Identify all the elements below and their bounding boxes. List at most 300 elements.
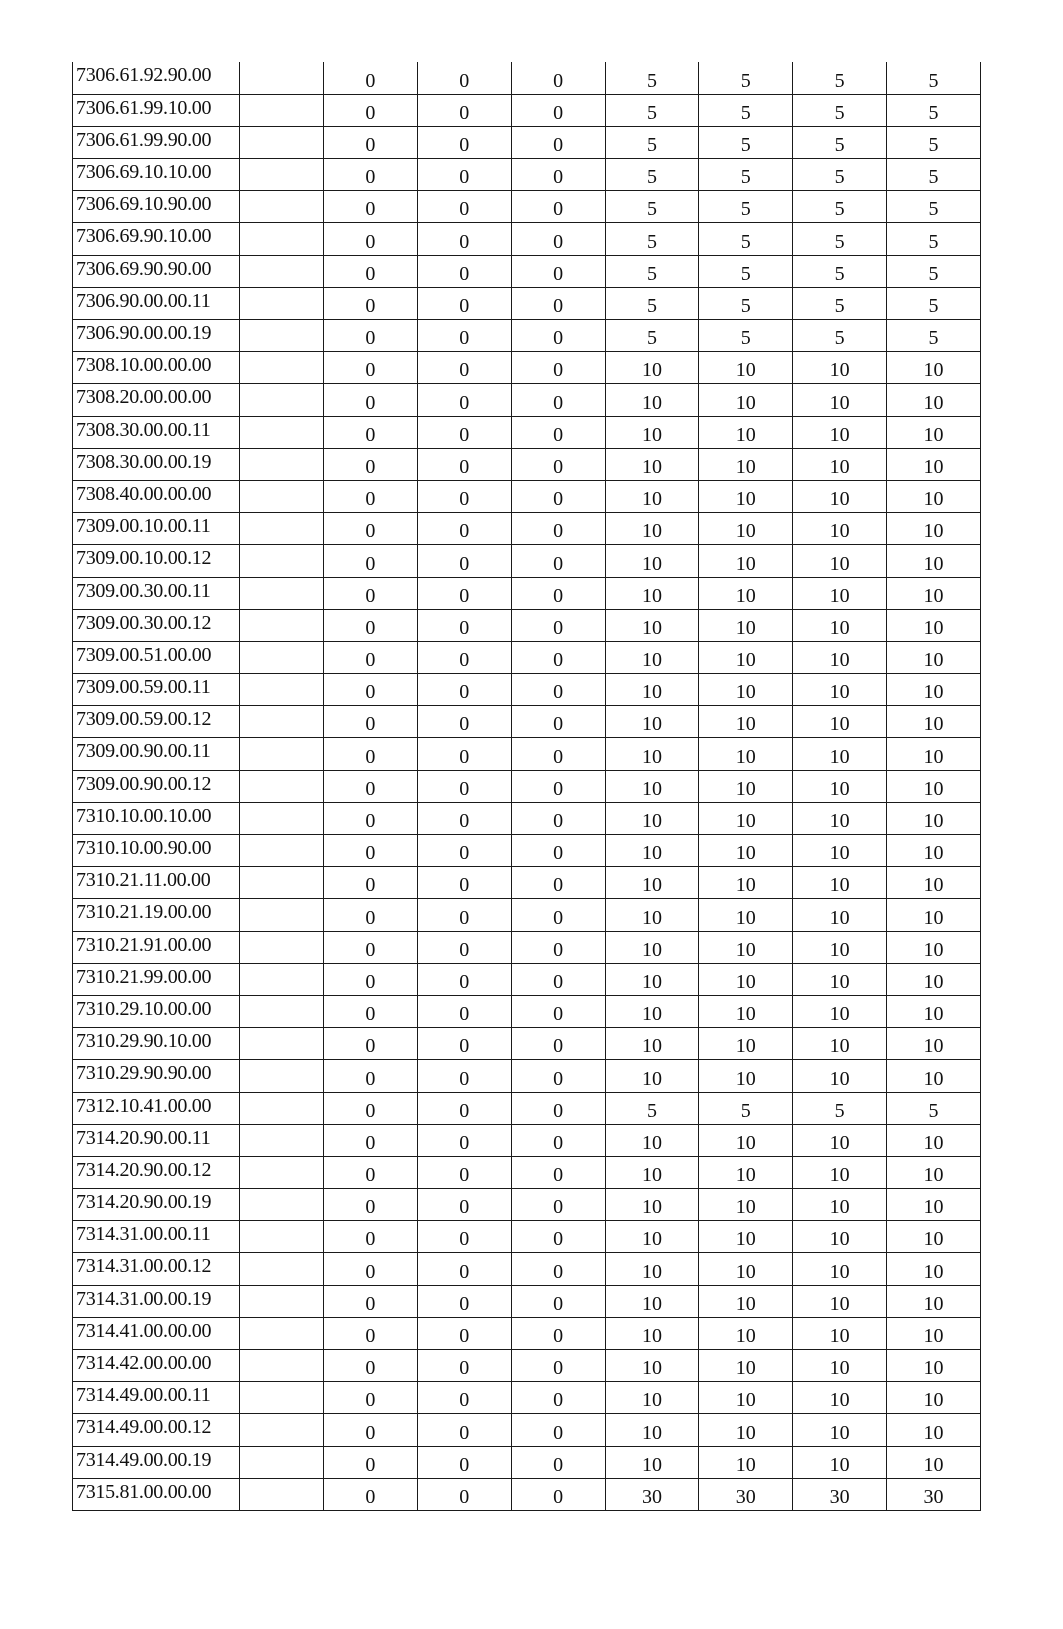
rate-cell: 5 xyxy=(793,126,887,158)
rate-cell: 0 xyxy=(324,352,418,384)
rate-cell: 0 xyxy=(417,1028,511,1060)
rate-cell: 10 xyxy=(605,1124,699,1156)
tariff-code-cell: 7309.00.10.00.12 xyxy=(73,545,240,577)
rate-cell: 10 xyxy=(699,738,793,770)
rate-cell: 0 xyxy=(324,1317,418,1349)
rate-cell: 10 xyxy=(793,1124,887,1156)
tariff-code-cell: 7309.00.59.00.11 xyxy=(73,674,240,706)
rate-cell: 10 xyxy=(793,995,887,1027)
table-row xyxy=(73,1285,981,1317)
rate-cell: 0 xyxy=(324,126,418,158)
table-row xyxy=(73,480,981,512)
rate-cell: 0 xyxy=(417,287,511,319)
rate-cell: 10 xyxy=(887,674,981,706)
rate-cell: 10 xyxy=(699,1253,793,1285)
rate-cell: 10 xyxy=(793,609,887,641)
rate-cell: 0 xyxy=(324,963,418,995)
rate-cell: 0 xyxy=(324,1028,418,1060)
rate-cell: 0 xyxy=(417,1092,511,1124)
rate-cell: 10 xyxy=(887,384,981,416)
rate-cell: 0 xyxy=(511,899,605,931)
rate-cell: 0 xyxy=(324,835,418,867)
table-row xyxy=(73,609,981,641)
description-cell xyxy=(240,416,324,448)
table-row xyxy=(73,641,981,673)
rate-cell: 10 xyxy=(793,1285,887,1317)
rate-cell: 10 xyxy=(699,1189,793,1221)
description-cell xyxy=(240,1189,324,1221)
table-row xyxy=(73,191,981,223)
rate-cell: 0 xyxy=(324,223,418,255)
rate-cell: 0 xyxy=(511,62,605,94)
tariff-code-cell: 7314.49.00.00.12 xyxy=(73,1414,240,1446)
rate-cell: 10 xyxy=(699,1414,793,1446)
rate-cell: 30 xyxy=(605,1478,699,1510)
rate-cell: 10 xyxy=(699,931,793,963)
rate-cell: 0 xyxy=(417,674,511,706)
tariff-code-cell: 7310.21.11.00.00 xyxy=(73,867,240,899)
rate-cell: 10 xyxy=(699,1156,793,1188)
rate-cell: 10 xyxy=(605,802,699,834)
rate-cell: 10 xyxy=(793,1414,887,1446)
rate-cell: 5 xyxy=(793,62,887,94)
rate-cell: 10 xyxy=(605,1028,699,1060)
rate-cell: 0 xyxy=(324,1414,418,1446)
description-cell xyxy=(240,384,324,416)
table-row xyxy=(73,320,981,352)
rate-cell: 10 xyxy=(793,480,887,512)
tariff-code-cell: 7314.20.90.00.19 xyxy=(73,1189,240,1221)
description-cell xyxy=(240,1446,324,1478)
rate-cell: 10 xyxy=(699,1060,793,1092)
rate-cell: 0 xyxy=(511,191,605,223)
rate-cell: 0 xyxy=(324,674,418,706)
description-cell xyxy=(240,1253,324,1285)
rate-cell: 5 xyxy=(699,223,793,255)
rate-cell: 0 xyxy=(324,1156,418,1188)
tariff-code-cell: 7314.42.00.00.00 xyxy=(73,1350,240,1382)
rate-cell: 0 xyxy=(417,577,511,609)
tariff-code-cell: 7306.69.10.10.00 xyxy=(73,159,240,191)
rate-cell: 10 xyxy=(699,416,793,448)
rate-cell: 0 xyxy=(417,1317,511,1349)
rate-cell: 0 xyxy=(417,1382,511,1414)
rate-cell: 0 xyxy=(417,1156,511,1188)
tariff-code-cell: 7310.21.91.00.00 xyxy=(73,931,240,963)
rate-cell: 10 xyxy=(605,738,699,770)
rate-cell: 0 xyxy=(417,1350,511,1382)
rate-cell: 10 xyxy=(887,1414,981,1446)
rate-cell: 10 xyxy=(887,641,981,673)
table-row xyxy=(73,1221,981,1253)
rate-cell: 0 xyxy=(511,1317,605,1349)
tariff-code-cell: 7306.61.99.90.00 xyxy=(73,126,240,158)
table-row xyxy=(73,770,981,802)
rate-cell: 10 xyxy=(605,1156,699,1188)
rate-cell: 10 xyxy=(699,1382,793,1414)
rate-cell: 0 xyxy=(417,448,511,480)
rate-cell: 0 xyxy=(324,1382,418,1414)
table-row xyxy=(73,1156,981,1188)
rate-cell: 10 xyxy=(887,1285,981,1317)
rate-cell: 10 xyxy=(887,1317,981,1349)
rate-cell: 0 xyxy=(324,802,418,834)
rate-cell: 10 xyxy=(605,384,699,416)
rate-cell: 10 xyxy=(605,416,699,448)
rate-cell: 5 xyxy=(793,320,887,352)
rate-cell: 0 xyxy=(511,1092,605,1124)
rate-cell: 0 xyxy=(511,1221,605,1253)
rate-cell: 10 xyxy=(887,416,981,448)
rate-cell: 0 xyxy=(511,963,605,995)
tariff-code-cell: 7310.29.90.10.00 xyxy=(73,1028,240,1060)
rate-cell: 5 xyxy=(699,94,793,126)
rate-cell: 0 xyxy=(324,1060,418,1092)
rate-cell: 10 xyxy=(887,1253,981,1285)
rate-cell: 0 xyxy=(324,545,418,577)
rate-cell: 10 xyxy=(887,1189,981,1221)
rate-cell: 5 xyxy=(605,62,699,94)
rate-cell: 10 xyxy=(699,1285,793,1317)
description-cell xyxy=(240,287,324,319)
description-cell xyxy=(240,191,324,223)
rate-cell: 0 xyxy=(511,255,605,287)
rate-cell: 5 xyxy=(887,255,981,287)
rate-cell: 10 xyxy=(605,1382,699,1414)
rate-cell: 10 xyxy=(699,577,793,609)
description-cell xyxy=(240,480,324,512)
rate-cell: 10 xyxy=(793,963,887,995)
table-row xyxy=(73,1317,981,1349)
tariff-table-body xyxy=(73,62,981,1510)
table-row xyxy=(73,1092,981,1124)
table-row xyxy=(73,126,981,158)
rate-cell: 30 xyxy=(887,1478,981,1510)
table-row xyxy=(73,1253,981,1285)
rate-cell: 0 xyxy=(511,1156,605,1188)
rate-cell: 10 xyxy=(605,770,699,802)
rate-cell: 5 xyxy=(793,1092,887,1124)
rate-cell: 10 xyxy=(699,384,793,416)
rate-cell: 10 xyxy=(887,352,981,384)
rate-cell: 0 xyxy=(417,513,511,545)
rate-cell: 10 xyxy=(793,1156,887,1188)
rate-cell: 5 xyxy=(605,320,699,352)
rate-cell: 10 xyxy=(699,513,793,545)
rate-cell: 10 xyxy=(793,867,887,899)
rate-cell: 0 xyxy=(417,738,511,770)
tariff-code-cell: 7306.69.10.90.00 xyxy=(73,191,240,223)
rate-cell: 10 xyxy=(605,1285,699,1317)
rate-cell: 10 xyxy=(699,609,793,641)
rate-cell: 0 xyxy=(324,1285,418,1317)
rate-cell: 0 xyxy=(417,62,511,94)
rate-cell: 0 xyxy=(324,448,418,480)
description-cell xyxy=(240,1124,324,1156)
description-cell xyxy=(240,1285,324,1317)
table-row xyxy=(73,1382,981,1414)
table-row xyxy=(73,674,981,706)
rate-cell: 10 xyxy=(793,802,887,834)
rate-cell: 0 xyxy=(417,995,511,1027)
rate-cell: 0 xyxy=(417,802,511,834)
rate-cell: 0 xyxy=(417,641,511,673)
description-cell xyxy=(240,1156,324,1188)
rate-cell: 0 xyxy=(324,287,418,319)
tariff-code-cell: 7309.00.30.00.12 xyxy=(73,609,240,641)
rate-cell: 0 xyxy=(417,706,511,738)
rate-cell: 0 xyxy=(324,416,418,448)
rate-cell: 10 xyxy=(605,1350,699,1382)
rate-cell: 0 xyxy=(324,1124,418,1156)
tariff-code-cell: 7309.00.51.00.00 xyxy=(73,641,240,673)
rate-cell: 10 xyxy=(605,867,699,899)
rate-cell: 5 xyxy=(699,62,793,94)
rate-cell: 0 xyxy=(511,287,605,319)
description-cell xyxy=(240,352,324,384)
rate-cell: 10 xyxy=(887,1446,981,1478)
rate-cell: 10 xyxy=(887,1350,981,1382)
rate-cell: 5 xyxy=(699,1092,793,1124)
rate-cell: 0 xyxy=(324,1350,418,1382)
rate-cell: 0 xyxy=(417,770,511,802)
rate-cell: 0 xyxy=(511,1028,605,1060)
rate-cell: 0 xyxy=(417,126,511,158)
rate-cell: 0 xyxy=(324,706,418,738)
rate-cell: 10 xyxy=(699,1124,793,1156)
rate-cell: 10 xyxy=(793,1317,887,1349)
rate-cell: 0 xyxy=(324,159,418,191)
rate-cell: 10 xyxy=(605,899,699,931)
table-row xyxy=(73,1478,981,1510)
rate-cell: 10 xyxy=(699,1221,793,1253)
description-cell xyxy=(240,995,324,1027)
rate-cell: 0 xyxy=(511,1478,605,1510)
rate-cell: 0 xyxy=(511,223,605,255)
rate-cell: 5 xyxy=(887,126,981,158)
rate-cell: 10 xyxy=(793,1253,887,1285)
rate-cell: 10 xyxy=(887,802,981,834)
table-row xyxy=(73,835,981,867)
table-row xyxy=(73,706,981,738)
rate-cell: 0 xyxy=(511,706,605,738)
rate-cell: 10 xyxy=(699,835,793,867)
rate-cell: 0 xyxy=(511,1124,605,1156)
table-row xyxy=(73,416,981,448)
rate-cell: 0 xyxy=(511,384,605,416)
rate-cell: 0 xyxy=(324,513,418,545)
table-row xyxy=(73,867,981,899)
rate-cell: 0 xyxy=(511,448,605,480)
rate-cell: 5 xyxy=(699,320,793,352)
rate-cell: 5 xyxy=(699,126,793,158)
rate-cell: 10 xyxy=(699,1317,793,1349)
rate-cell: 10 xyxy=(887,770,981,802)
rate-cell: 0 xyxy=(511,770,605,802)
rate-cell: 0 xyxy=(324,1253,418,1285)
rate-cell: 10 xyxy=(699,899,793,931)
rate-cell: 0 xyxy=(511,1285,605,1317)
tariff-code-cell: 7309.00.59.00.12 xyxy=(73,706,240,738)
table-row xyxy=(73,1414,981,1446)
tariff-code-cell: 7306.61.92.90.00 xyxy=(73,62,240,94)
tariff-code-cell: 7306.90.00.00.11 xyxy=(73,287,240,319)
rate-cell: 10 xyxy=(887,995,981,1027)
rate-cell: 10 xyxy=(887,835,981,867)
rate-cell: 10 xyxy=(887,867,981,899)
rate-cell: 0 xyxy=(324,770,418,802)
tariff-code-cell: 7314.20.90.00.12 xyxy=(73,1156,240,1188)
rate-cell: 5 xyxy=(699,191,793,223)
rate-cell: 0 xyxy=(511,835,605,867)
rate-cell: 0 xyxy=(417,1446,511,1478)
rate-cell: 10 xyxy=(793,1446,887,1478)
description-cell xyxy=(240,931,324,963)
rate-cell: 10 xyxy=(699,963,793,995)
rate-cell: 10 xyxy=(887,448,981,480)
rate-cell: 0 xyxy=(417,867,511,899)
rate-cell: 0 xyxy=(324,899,418,931)
rate-cell: 5 xyxy=(887,320,981,352)
rate-cell: 5 xyxy=(887,62,981,94)
description-cell xyxy=(240,1350,324,1382)
rate-cell: 10 xyxy=(887,1382,981,1414)
rate-cell: 0 xyxy=(511,674,605,706)
rate-cell: 0 xyxy=(511,320,605,352)
rate-cell: 0 xyxy=(511,1189,605,1221)
rate-cell: 30 xyxy=(793,1478,887,1510)
rate-cell: 10 xyxy=(699,770,793,802)
rate-cell: 0 xyxy=(417,480,511,512)
rate-cell: 10 xyxy=(887,545,981,577)
rate-cell: 10 xyxy=(793,1382,887,1414)
rate-cell: 5 xyxy=(793,94,887,126)
tariff-code-cell: 7306.69.90.90.00 xyxy=(73,255,240,287)
rate-cell: 10 xyxy=(699,867,793,899)
description-cell xyxy=(240,963,324,995)
rate-cell: 10 xyxy=(699,1446,793,1478)
rate-cell: 10 xyxy=(887,480,981,512)
description-cell xyxy=(240,899,324,931)
rate-cell: 10 xyxy=(605,513,699,545)
rate-cell: 10 xyxy=(605,609,699,641)
table-row xyxy=(73,287,981,319)
rate-cell: 5 xyxy=(699,287,793,319)
rate-cell: 0 xyxy=(417,1414,511,1446)
rate-cell: 0 xyxy=(324,738,418,770)
rate-cell: 0 xyxy=(324,931,418,963)
rate-cell: 0 xyxy=(417,899,511,931)
rate-cell: 10 xyxy=(605,448,699,480)
rate-cell: 0 xyxy=(417,384,511,416)
rate-cell: 0 xyxy=(324,1221,418,1253)
table-row xyxy=(73,1189,981,1221)
tariff-code-cell: 7308.30.00.00.19 xyxy=(73,448,240,480)
rate-cell: 10 xyxy=(887,1028,981,1060)
table-row xyxy=(73,1028,981,1060)
rate-cell: 10 xyxy=(605,835,699,867)
rate-cell: 5 xyxy=(605,223,699,255)
rate-cell: 10 xyxy=(793,416,887,448)
table-row xyxy=(73,738,981,770)
rate-cell: 5 xyxy=(793,223,887,255)
rate-cell: 10 xyxy=(887,513,981,545)
rate-cell: 0 xyxy=(324,191,418,223)
rate-cell: 10 xyxy=(605,1060,699,1092)
rate-cell: 10 xyxy=(887,1221,981,1253)
rate-cell: 5 xyxy=(699,159,793,191)
rate-cell: 5 xyxy=(605,126,699,158)
rate-cell: 10 xyxy=(605,674,699,706)
table-row xyxy=(73,352,981,384)
rate-cell: 0 xyxy=(417,1478,511,1510)
rate-cell: 10 xyxy=(605,706,699,738)
description-cell xyxy=(240,577,324,609)
rate-cell: 0 xyxy=(511,609,605,641)
rate-cell: 10 xyxy=(699,448,793,480)
rate-cell: 10 xyxy=(793,738,887,770)
rate-cell: 0 xyxy=(511,1253,605,1285)
table-row xyxy=(73,1124,981,1156)
rate-cell: 0 xyxy=(417,1124,511,1156)
rate-cell: 0 xyxy=(511,94,605,126)
rate-cell: 10 xyxy=(699,352,793,384)
table-row xyxy=(73,223,981,255)
description-cell xyxy=(240,835,324,867)
tariff-code-cell: 7310.21.19.00.00 xyxy=(73,899,240,931)
rate-cell: 10 xyxy=(793,931,887,963)
rate-cell: 0 xyxy=(417,255,511,287)
rate-cell: 0 xyxy=(511,802,605,834)
rate-cell: 0 xyxy=(511,159,605,191)
rate-cell: 5 xyxy=(605,94,699,126)
rate-cell: 0 xyxy=(511,641,605,673)
rate-cell: 0 xyxy=(511,1414,605,1446)
rate-cell: 10 xyxy=(793,384,887,416)
rate-cell: 0 xyxy=(417,931,511,963)
rate-cell: 5 xyxy=(605,1092,699,1124)
description-cell xyxy=(240,1060,324,1092)
rate-cell: 0 xyxy=(417,320,511,352)
table-row xyxy=(73,513,981,545)
tariff-code-cell: 7315.81.00.00.00 xyxy=(73,1478,240,1510)
rate-cell: 0 xyxy=(324,1478,418,1510)
description-cell xyxy=(240,802,324,834)
tariff-code-cell: 7309.00.90.00.12 xyxy=(73,770,240,802)
rate-cell: 10 xyxy=(887,1060,981,1092)
tariff-code-cell: 7306.69.90.10.00 xyxy=(73,223,240,255)
description-cell xyxy=(240,223,324,255)
rate-cell: 5 xyxy=(605,255,699,287)
rate-cell: 0 xyxy=(511,1382,605,1414)
rate-cell: 10 xyxy=(887,963,981,995)
rate-cell: 10 xyxy=(887,899,981,931)
rate-cell: 10 xyxy=(793,577,887,609)
table-row xyxy=(73,577,981,609)
tariff-code-cell: 7312.10.41.00.00 xyxy=(73,1092,240,1124)
description-cell xyxy=(240,641,324,673)
rate-cell: 10 xyxy=(793,641,887,673)
rate-cell: 10 xyxy=(605,1317,699,1349)
rate-cell: 5 xyxy=(605,287,699,319)
rate-cell: 10 xyxy=(793,513,887,545)
description-cell xyxy=(240,126,324,158)
table-row xyxy=(73,255,981,287)
rate-cell: 0 xyxy=(511,738,605,770)
rate-cell: 10 xyxy=(793,1221,887,1253)
description-cell xyxy=(240,513,324,545)
rate-cell: 0 xyxy=(324,480,418,512)
